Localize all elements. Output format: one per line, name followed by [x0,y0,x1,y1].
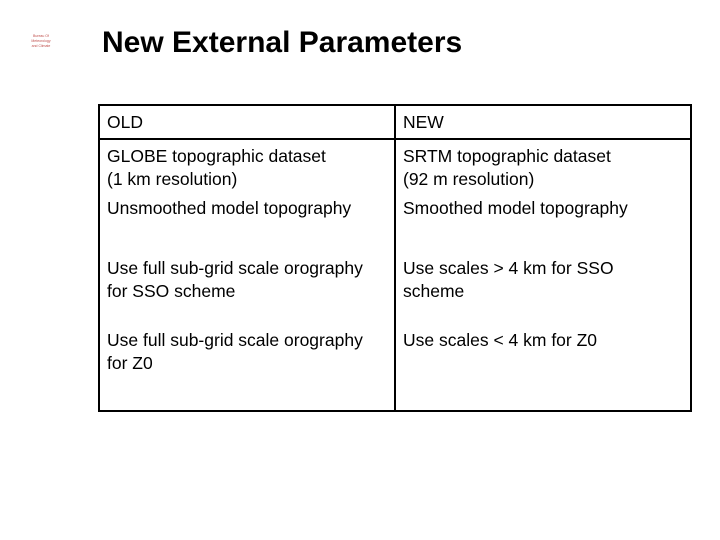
cell-text: (92 m resolution) [403,169,535,189]
cell-new [395,326,691,411]
cell-text: Use full sub-grid scale orography [107,258,363,278]
header-old: OLD [99,105,395,139]
cell-text: Use full sub-grid scale orography [107,330,363,350]
cell-new [395,195,691,251]
logo-line: Meteorology [31,39,51,43]
table-row [99,251,691,326]
table-row [99,139,691,195]
cell-text: GLOBE topographic dataset [107,146,326,166]
table-row [99,195,691,251]
cell-old [99,195,395,251]
logo-line: and Climate [31,44,51,48]
cell-text: (1 km resolution) [107,169,238,189]
cell-old [99,251,395,326]
cell-new [395,251,691,326]
cell-text: Use scales > 4 km for SSO [403,258,614,278]
slide-title: New External Parameters [102,26,463,59]
logo [26,34,56,49]
cell-text: for SSO scheme [107,281,236,301]
table-row [99,326,691,411]
cell-new [395,139,691,195]
header-new: NEW [395,105,691,139]
cell-text: Unsmoothed model topography [107,198,352,218]
cell-text: for Z0 [107,353,153,373]
logo-line: Bureau Of [33,34,49,38]
table-header-row [99,105,691,139]
cell-text: Use scales < 4 km for Z0 [403,330,598,350]
cell-text: SRTM topographic dataset [403,146,611,166]
cell-old [99,139,395,195]
cell-old [99,326,395,411]
cell-text: scheme [403,281,465,301]
cell-text: Smoothed model topography [403,198,628,218]
parameters-table [98,104,692,412]
